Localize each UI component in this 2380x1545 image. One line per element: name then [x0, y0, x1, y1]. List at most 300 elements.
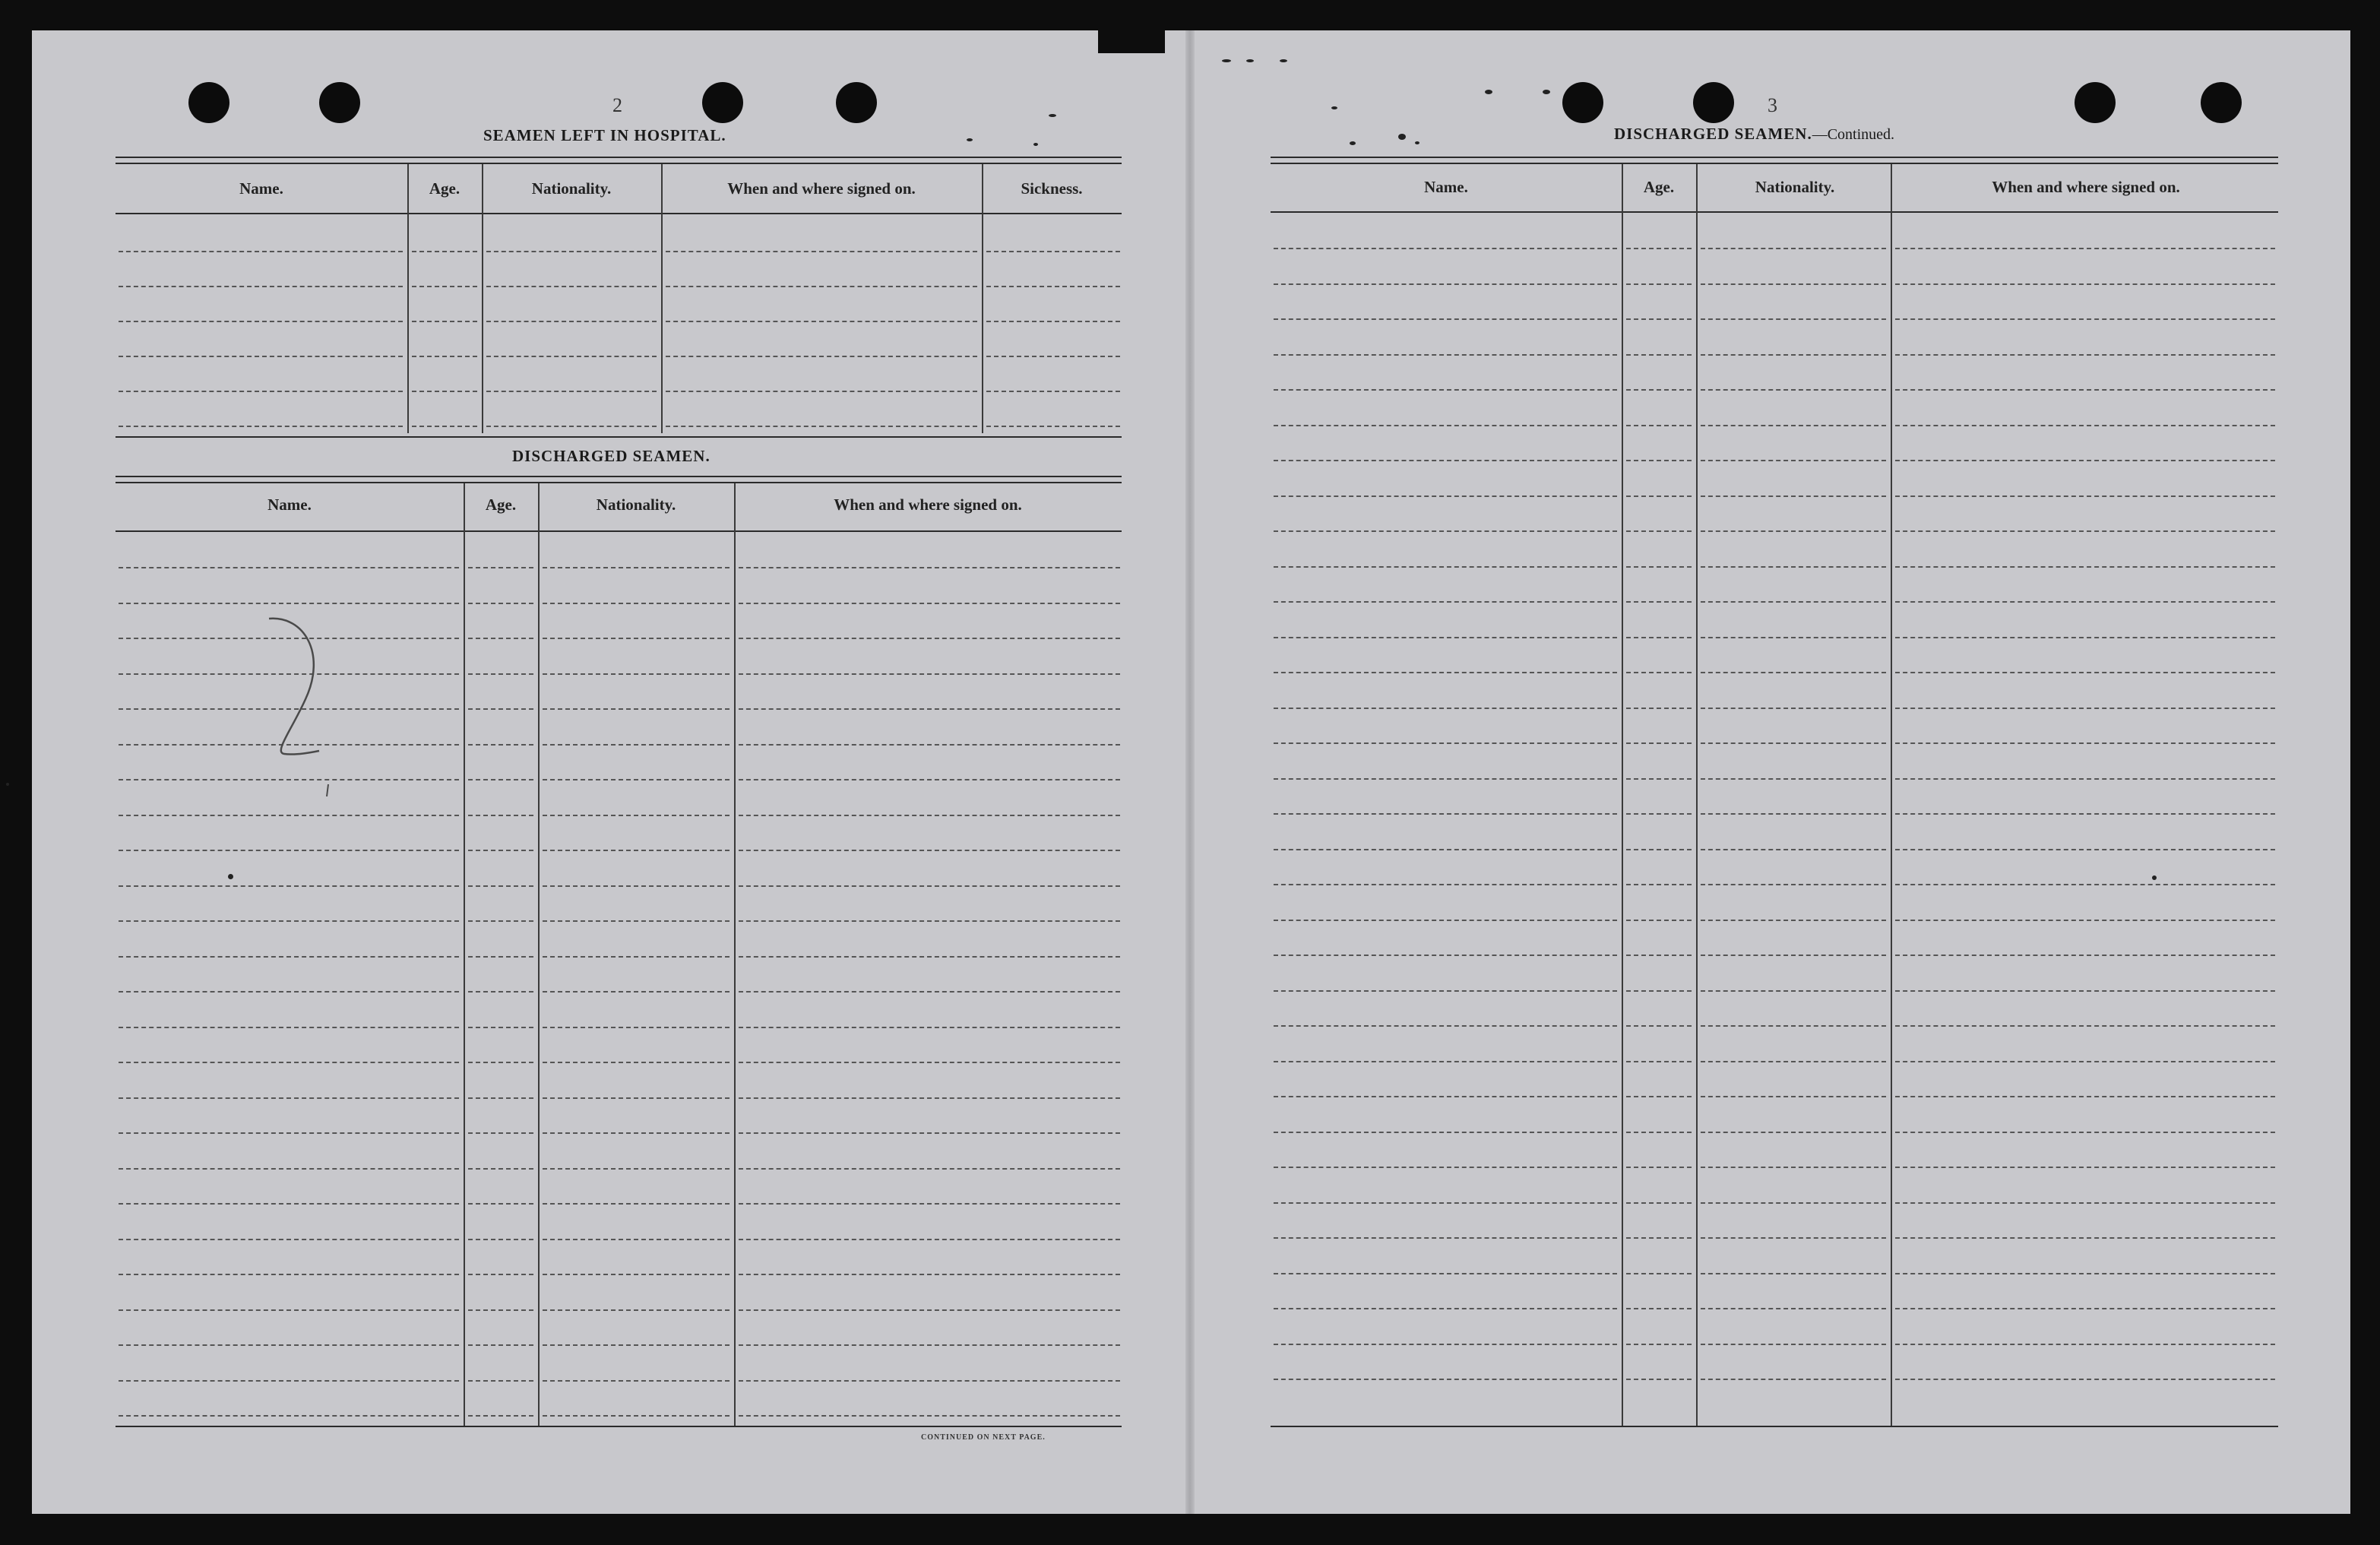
- table-rule: [1271, 163, 2278, 164]
- ruled-line: [486, 286, 657, 287]
- ruled-line: [1274, 1344, 1617, 1345]
- column-divider: [1696, 164, 1698, 1426]
- ruled-line: [468, 850, 533, 851]
- ruled-line: [1626, 389, 1692, 391]
- ruled-line: [739, 815, 1120, 816]
- ruled-line: [1274, 354, 1617, 356]
- ruled-line: [119, 956, 459, 958]
- ruled-line: [1895, 742, 2275, 744]
- ruled-line: [543, 744, 730, 746]
- table-rule: [116, 157, 1122, 158]
- ruled-line: [119, 1239, 459, 1240]
- ruled-line: [1701, 884, 1886, 885]
- ruled-line: [1895, 1025, 2275, 1027]
- ruled-line: [1626, 990, 1692, 992]
- ruled-line: [1701, 283, 1886, 285]
- ruled-line: [1626, 425, 1692, 426]
- ruled-line: [1701, 354, 1886, 356]
- ruled-line: [1274, 637, 1617, 638]
- page-number-right: 3: [1768, 94, 1777, 116]
- ruled-line: [1274, 672, 1617, 673]
- ruled-line: [1274, 601, 1617, 603]
- ruled-line: [468, 1027, 533, 1028]
- ruled-line: [1701, 318, 1886, 320]
- ruled-line: [1274, 742, 1617, 744]
- ruled-line: [543, 603, 730, 604]
- ruled-line: [119, 1380, 459, 1382]
- punch-hole: [319, 82, 360, 123]
- punch-hole: [1562, 82, 1603, 123]
- ruled-line: [986, 391, 1120, 392]
- ruled-line: [543, 779, 730, 780]
- ruled-line: [1701, 1237, 1886, 1239]
- ruled-line: [1626, 495, 1692, 497]
- ruled-line: [1701, 1025, 1886, 1027]
- ruled-line: [468, 1062, 533, 1063]
- ruled-line: [119, 920, 459, 922]
- ruled-line: [1626, 354, 1692, 356]
- discharged-continued-title-text: DISCHARGED SEAMEN.: [1614, 125, 1812, 143]
- ruled-line: [1701, 248, 1886, 249]
- ruled-line: [468, 779, 533, 780]
- ruled-line: [486, 251, 657, 252]
- page-number-left: 2: [612, 94, 622, 116]
- ruled-line: [666, 251, 977, 252]
- ruled-line: [543, 991, 730, 993]
- ruled-line: [1626, 1308, 1692, 1309]
- ruled-line: [1274, 1237, 1617, 1239]
- ruled-line: [119, 1274, 459, 1275]
- column-header-age: Age.: [485, 495, 517, 514]
- ruled-line: [543, 673, 730, 675]
- left-page: [32, 30, 1188, 1514]
- ruled-line: [468, 1274, 533, 1275]
- ruled-line: [1895, 1096, 2275, 1097]
- continued-suffix: —Continued.: [1812, 126, 1895, 143]
- ruled-line: [543, 885, 730, 887]
- scan-speck: [1350, 141, 1356, 145]
- ruled-line: [739, 603, 1120, 604]
- ruled-line: [543, 1132, 730, 1134]
- ruled-line: [119, 991, 459, 993]
- table-rule: [116, 436, 1122, 438]
- ruled-line: [1895, 920, 2275, 921]
- column-header-name: Name.: [267, 495, 312, 514]
- scan-speck: [1415, 141, 1419, 144]
- ruled-line: [1626, 530, 1692, 532]
- ruled-line: [468, 1239, 533, 1240]
- ruled-line: [1895, 318, 2275, 320]
- ruled-line: [468, 603, 533, 604]
- column-divider: [538, 483, 540, 1426]
- ruled-line: [739, 708, 1120, 710]
- ruled-line: [1701, 1308, 1886, 1309]
- ruled-line: [119, 356, 403, 357]
- ruled-line: [468, 638, 533, 639]
- ruled-line: [1895, 637, 2275, 638]
- ruled-line: [1701, 460, 1886, 461]
- ruled-line: [666, 321, 977, 322]
- ruled-line: [486, 321, 657, 322]
- ruled-line: [1701, 672, 1886, 673]
- ruled-line: [1895, 495, 2275, 497]
- ruled-line: [1274, 955, 1617, 956]
- ruled-line: [412, 251, 477, 252]
- ruled-line: [486, 426, 657, 427]
- ruled-line: [1701, 389, 1886, 391]
- ruled-line: [1701, 637, 1886, 638]
- ruled-line: [1626, 1132, 1692, 1133]
- ruled-line: [119, 1097, 459, 1099]
- scan-speck: [1398, 134, 1406, 140]
- ruled-line: [1895, 955, 2275, 956]
- ruled-line: [1701, 601, 1886, 603]
- ruled-line: [1626, 601, 1692, 603]
- column-header-name: Name.: [1424, 178, 1468, 196]
- ruled-line: [1626, 1025, 1692, 1027]
- ruled-line: [1701, 990, 1886, 992]
- ruled-line: [986, 426, 1120, 427]
- ruled-line: [1274, 566, 1617, 568]
- ruled-line: [543, 567, 730, 568]
- ruled-line: [543, 1027, 730, 1028]
- ruled-line: [986, 251, 1120, 252]
- ruled-line: [543, 1380, 730, 1382]
- ruled-line: [543, 1344, 730, 1346]
- scan-speck: [1222, 59, 1231, 62]
- ruled-line: [119, 1132, 459, 1134]
- ruled-line: [1895, 849, 2275, 850]
- ruled-line: [119, 567, 459, 568]
- punch-hole: [1693, 82, 1734, 123]
- ruled-line: [468, 567, 533, 568]
- ruled-line: [119, 885, 459, 887]
- scan-speck: [967, 138, 973, 141]
- ruled-line: [986, 286, 1120, 287]
- ruled-line: [1626, 955, 1692, 956]
- scan-speck: [1280, 59, 1287, 62]
- ruled-line: [1895, 1132, 2275, 1133]
- ruled-line: [468, 1168, 533, 1170]
- header-rule: [116, 530, 1122, 532]
- table-rule: [1271, 157, 2278, 158]
- ruled-line: [1895, 1167, 2275, 1168]
- scan-speck: [2152, 875, 2157, 880]
- ruled-line: [1274, 1308, 1617, 1309]
- ruled-line: [1274, 884, 1617, 885]
- ruled-line: [1274, 425, 1617, 426]
- column-divider: [982, 164, 983, 433]
- ruled-line: [1626, 778, 1692, 780]
- punch-hole: [188, 82, 229, 123]
- ruled-line: [666, 356, 977, 357]
- ruled-line: [739, 1203, 1120, 1205]
- ruled-line: [468, 991, 533, 993]
- column-header-nationality: Nationality.: [1755, 178, 1835, 196]
- ruled-line: [543, 1203, 730, 1205]
- ruled-line: [986, 321, 1120, 322]
- ruled-line: [119, 850, 459, 851]
- ruled-line: [543, 1062, 730, 1063]
- ruled-line: [119, 286, 403, 287]
- ruled-line: [739, 1380, 1120, 1382]
- scan-speck: [1331, 106, 1337, 109]
- ruled-line: [543, 1274, 730, 1275]
- ruled-line: [1895, 248, 2275, 249]
- ruled-line: [543, 708, 730, 710]
- ruled-line: [1626, 1344, 1692, 1345]
- ruled-line: [543, 638, 730, 639]
- ruled-line: [468, 1380, 533, 1382]
- ruled-line: [468, 920, 533, 922]
- ruled-line: [1274, 1379, 1617, 1380]
- ruled-line: [1895, 884, 2275, 885]
- discharged-section-title: DISCHARGED SEAMEN.: [512, 447, 711, 465]
- column-divider: [734, 483, 736, 1426]
- punch-hole: [702, 82, 743, 123]
- column-divider: [482, 164, 483, 433]
- column-header-name: Name.: [239, 179, 283, 198]
- ruled-line: [739, 920, 1120, 922]
- ruled-line: [1895, 1202, 2275, 1204]
- ruled-line: [739, 991, 1120, 993]
- ruled-line: [1701, 778, 1886, 780]
- scan-speck: [1033, 143, 1038, 146]
- ruled-line: [739, 850, 1120, 851]
- ruled-line: [986, 356, 1120, 357]
- ruled-line: [119, 1168, 459, 1170]
- ruled-line: [1274, 283, 1617, 285]
- ruled-line: [1895, 813, 2275, 815]
- ruled-line: [739, 1097, 1120, 1099]
- ruled-line: [1701, 1379, 1886, 1380]
- scan-speck: [1246, 59, 1254, 62]
- ruled-line: [1274, 708, 1617, 709]
- ruled-line: [543, 1415, 730, 1417]
- ruled-line: [1626, 637, 1692, 638]
- ruled-line: [739, 1027, 1120, 1028]
- ruled-line: [412, 426, 477, 427]
- ruled-line: [543, 1309, 730, 1311]
- ruled-line: [1626, 672, 1692, 673]
- ruled-line: [739, 1239, 1120, 1240]
- ruled-line: [412, 286, 477, 287]
- ruled-line: [1895, 708, 2275, 709]
- ruled-line: [1274, 1167, 1617, 1168]
- ruled-line: [739, 779, 1120, 780]
- pencil-mark: [258, 608, 342, 806]
- ruled-line: [468, 1344, 533, 1346]
- ruled-line: [1274, 1096, 1617, 1097]
- column-divider: [661, 164, 663, 433]
- ruled-line: [119, 1309, 459, 1311]
- column-header-nationality: Nationality.: [596, 495, 676, 514]
- column-divider: [407, 164, 409, 433]
- ruled-line: [1274, 1132, 1617, 1133]
- ruled-line: [1626, 813, 1692, 815]
- ruled-line: [1895, 283, 2275, 285]
- header-rule: [116, 213, 1122, 214]
- ruled-line: [1895, 460, 2275, 461]
- ruled-line: [1895, 601, 2275, 603]
- ruled-line: [543, 1097, 730, 1099]
- ruled-line: [739, 1415, 1120, 1417]
- ruled-line: [1895, 672, 2275, 673]
- ruled-line: [1626, 1273, 1692, 1274]
- ruled-line: [1626, 920, 1692, 921]
- table-rule: [116, 1426, 1122, 1427]
- ruled-line: [1701, 955, 1886, 956]
- column-header-nationality: Nationality.: [531, 179, 612, 198]
- ruled-line: [119, 1203, 459, 1205]
- ruled-line: [119, 321, 403, 322]
- continued-note: CONTINUED ON NEXT PAGE.: [921, 1433, 1046, 1442]
- ruled-line: [739, 673, 1120, 675]
- ruled-line: [1895, 530, 2275, 532]
- ruled-line: [119, 1027, 459, 1028]
- ruled-line: [1274, 389, 1617, 391]
- table-rule: [116, 476, 1122, 477]
- page-gutter: [1185, 30, 1195, 1514]
- discharged-continued-title: [1614, 125, 1894, 144]
- scan-speck: [1543, 90, 1550, 94]
- ruled-line: [1895, 354, 2275, 356]
- punch-hole: [2201, 82, 2242, 123]
- ruled-line: [412, 356, 477, 357]
- ruled-line: [1274, 495, 1617, 497]
- ruled-line: [666, 391, 977, 392]
- ruled-line: [1274, 1025, 1617, 1027]
- ruled-line: [1626, 1167, 1692, 1168]
- ruled-line: [1701, 1273, 1886, 1274]
- header-rule: [1271, 211, 2278, 213]
- ruled-line: [1895, 1237, 2275, 1239]
- ruled-line: [543, 1239, 730, 1240]
- ruled-line: [1274, 920, 1617, 921]
- ruled-line: [1895, 1273, 2275, 1274]
- ruled-line: [468, 744, 533, 746]
- ruled-line: [119, 251, 403, 252]
- ruled-line: [1274, 778, 1617, 780]
- ruled-line: [1626, 742, 1692, 744]
- column-divider: [464, 483, 465, 1426]
- ruled-line: [1701, 813, 1886, 815]
- ruled-line: [468, 708, 533, 710]
- ruled-line: [739, 744, 1120, 746]
- ruled-line: [1701, 849, 1886, 850]
- ruled-line: [486, 356, 657, 357]
- column-header-signed-on: When and where signed on.: [834, 495, 1022, 514]
- ruled-line: [412, 321, 477, 322]
- ruled-line: [739, 1344, 1120, 1346]
- ruled-line: [1701, 920, 1886, 921]
- ruled-line: [739, 567, 1120, 568]
- ruled-line: [1626, 1202, 1692, 1204]
- ruled-line: [1895, 1344, 2275, 1345]
- ruled-line: [1701, 1344, 1886, 1345]
- ruled-line: [1626, 849, 1692, 850]
- ruled-line: [1274, 248, 1617, 249]
- ruled-line: [1626, 708, 1692, 709]
- binding-tab: [1098, 29, 1165, 53]
- ruled-line: [739, 1132, 1120, 1134]
- ruled-line: [1274, 1061, 1617, 1062]
- ruled-line: [666, 426, 977, 427]
- ruled-line: [1895, 990, 2275, 992]
- ruled-line: [119, 815, 459, 816]
- ruled-line: [1701, 1132, 1886, 1133]
- ruled-line: [739, 1168, 1120, 1170]
- ruled-line: [1274, 318, 1617, 320]
- ruled-line: [1701, 425, 1886, 426]
- ruled-line: [1895, 778, 2275, 780]
- ruled-line: [468, 956, 533, 958]
- ruled-line: [119, 603, 459, 604]
- ruled-line: [1274, 460, 1617, 461]
- ruled-line: [1274, 849, 1617, 850]
- right-page: [1192, 30, 2350, 1514]
- ruled-line: [468, 1097, 533, 1099]
- column-header-signed-on: When and where signed on.: [1992, 178, 2180, 196]
- ruled-line: [1701, 1061, 1886, 1062]
- ruled-line: [1701, 708, 1886, 709]
- ruled-line: [1895, 1061, 2275, 1062]
- ruled-line: [1626, 318, 1692, 320]
- column-header-age: Age.: [1643, 178, 1675, 196]
- ruled-line: [1626, 1237, 1692, 1239]
- ruled-line: [666, 286, 977, 287]
- ruled-line: [468, 885, 533, 887]
- ruled-line: [1274, 813, 1617, 815]
- table-rule: [116, 163, 1122, 164]
- scan-speck: [1485, 90, 1492, 94]
- ruled-line: [1701, 1202, 1886, 1204]
- ruled-line: [1895, 425, 2275, 426]
- ruled-line: [468, 1415, 533, 1417]
- hospital-section-title: SEAMEN LEFT IN HOSPITAL.: [483, 126, 726, 144]
- ruled-line: [1626, 283, 1692, 285]
- ruled-line: [468, 815, 533, 816]
- ruled-line: [1895, 1308, 2275, 1309]
- punch-hole: [2075, 82, 2116, 123]
- column-divider: [1891, 164, 1892, 1426]
- ruled-line: [739, 956, 1120, 958]
- ruled-line: [1701, 495, 1886, 497]
- ruled-line: [468, 1203, 533, 1205]
- ruled-line: [119, 426, 403, 427]
- ruled-line: [543, 1168, 730, 1170]
- ruled-line: [1701, 1096, 1886, 1097]
- ruled-line: [412, 391, 477, 392]
- ruled-line: [119, 391, 403, 392]
- ruled-line: [1895, 1379, 2275, 1380]
- ruled-line: [1701, 530, 1886, 532]
- ruled-line: [1701, 566, 1886, 568]
- table-rule: [116, 482, 1122, 483]
- ruled-line: [739, 885, 1120, 887]
- ruled-line: [119, 1062, 459, 1063]
- column-header-age: Age.: [429, 179, 460, 198]
- ruled-line: [119, 1415, 459, 1417]
- ruled-line: [739, 1062, 1120, 1063]
- ruled-line: [1895, 389, 2275, 391]
- scan-speck: [1049, 114, 1056, 117]
- ruled-line: [1626, 1061, 1692, 1062]
- ruled-line: [543, 815, 730, 816]
- ruled-line: [1626, 1096, 1692, 1097]
- ruled-line: [739, 1309, 1120, 1311]
- table-rule: [1271, 1426, 2278, 1427]
